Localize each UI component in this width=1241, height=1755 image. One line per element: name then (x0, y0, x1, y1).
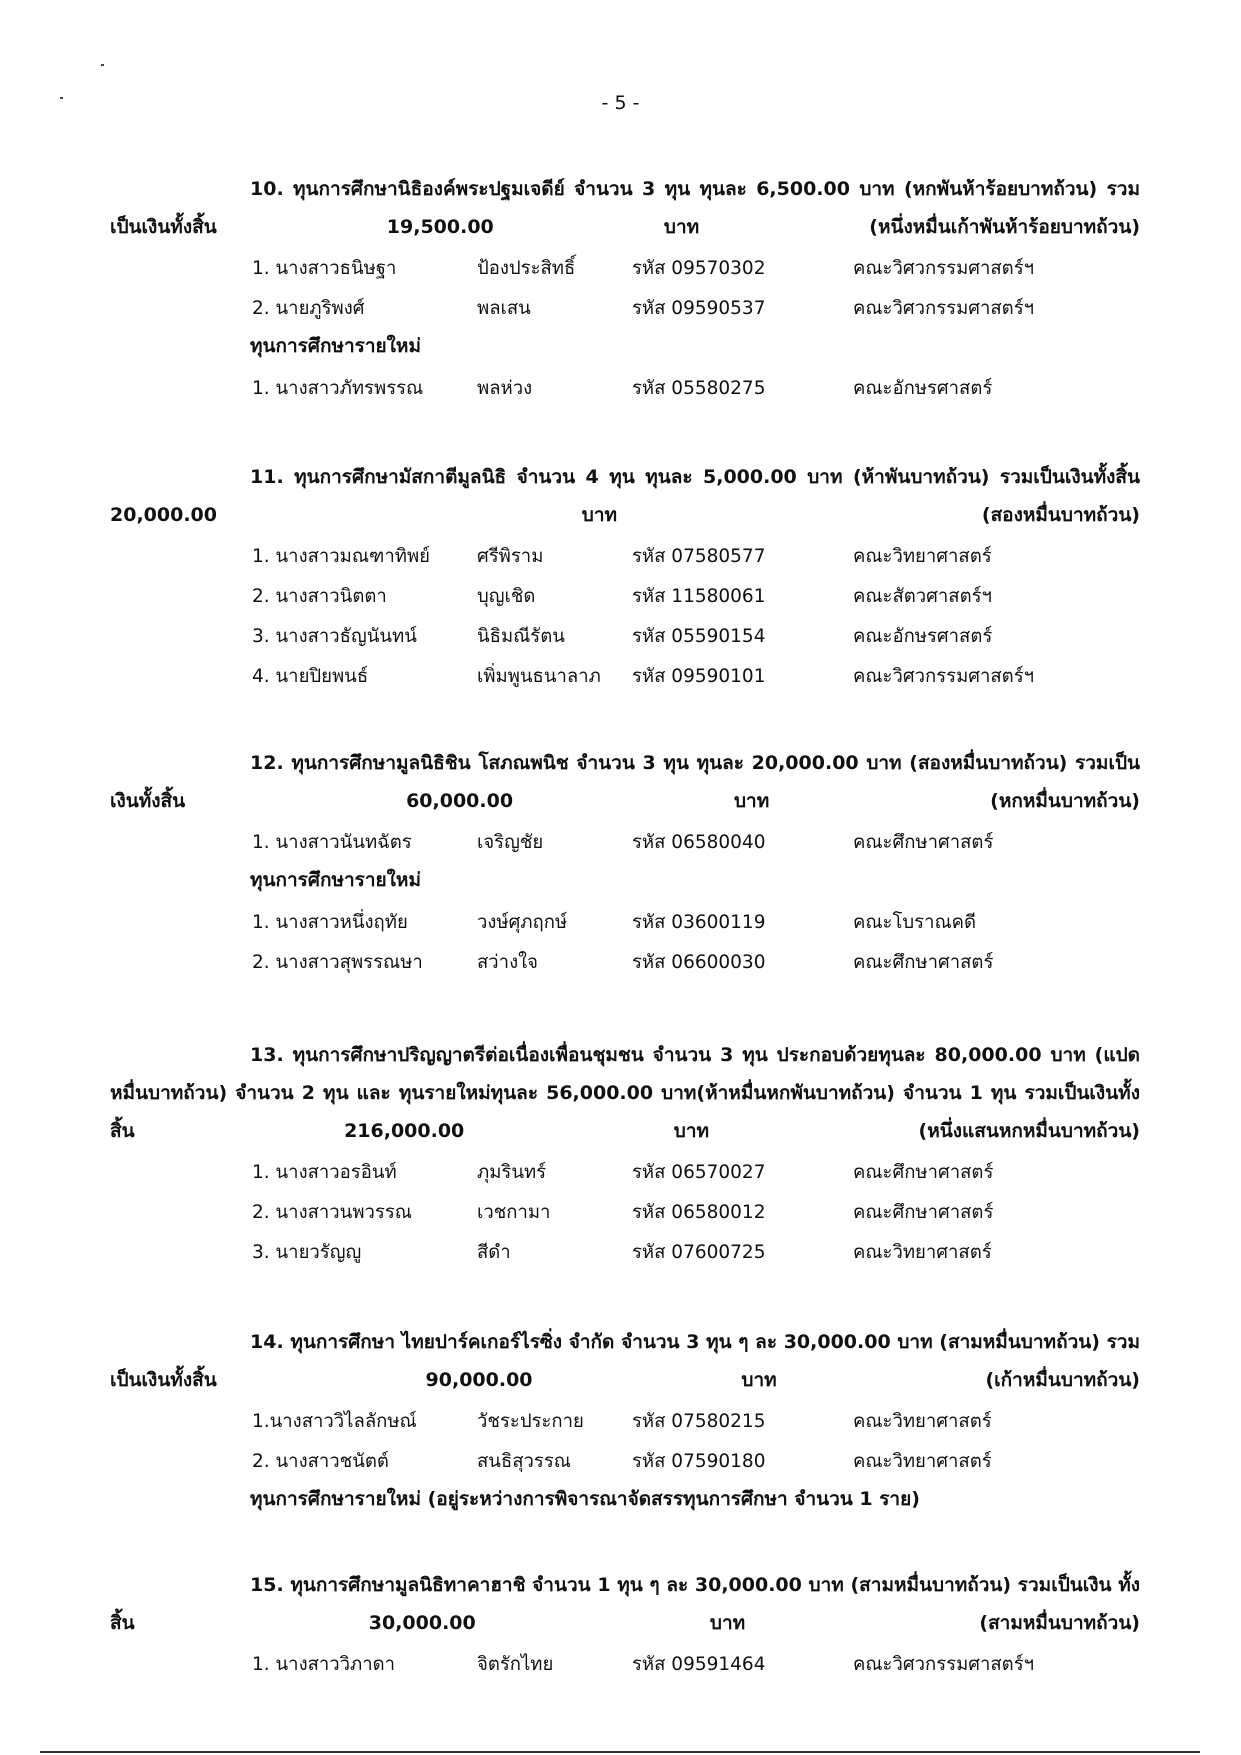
student-row (110, 940, 1140, 980)
student-surname: เวชกามา (477, 1202, 551, 1223)
student-code: รหัส 05590154 (632, 626, 766, 647)
scholarship-section-15 (110, 1566, 1140, 1682)
student-name: 1. นางสาวนันทฉัตร (252, 832, 412, 853)
student-name: 2. นางสาวนิตตา (252, 586, 387, 607)
student-faculty: คณะวิทยาศาสตร์ (853, 1451, 992, 1472)
new-scholarship-label: ทุนการศึกษารายใหม่ (250, 869, 421, 891)
student-name: 1. นางสาวอรอินท์ (252, 1162, 397, 1183)
student-faculty: คณะอักษรศาสตร์ (853, 378, 993, 399)
student-code: รหัส 06600030 (632, 952, 766, 973)
section-heading: 13. ทุนการศึกษาปริญญาตรีต่อเนื่องเพื่อนชุมชน จำนวน 3 ทุน ประกอบด้วยทุนละ 80,000.00 บาท (แปดหมื่นบาทถ้วน) จำนวน 2 ทุน และ ทุนรายใหม่ทุนละ 56,000.00 บาท(ห้าหมื่นหกพันบาทถ้วน) จำนวน 1 ทุน รวมเป็นเงินทั้งสิ้น 216,000.00 บาท (หนึ่งแสนหกหมื่นบาทถ้วน) (110, 1044, 1140, 1142)
student-code: รหัส 09591464 (632, 1654, 766, 1675)
student-row (110, 900, 1140, 940)
section-heading: 14. ทุนการศึกษา ไทยปาร์คเกอร์ไรซิ่ง จำกัด จำนวน 3 ทุน ๆ ละ 30,000.00 บาท (สามหมื่นบาทถ้วน) รวมเป็นเงินทั้งสิ้น 90,000.00 บาท (เก้าหมื่นบาทถ้วน) (110, 1331, 1140, 1391)
student-name: 1. นางสาววิภาดา (252, 1654, 396, 1675)
student-name: 1. นางสาวหนึ่งฤทัย (252, 912, 408, 933)
student-name: 1. นางสาวภัทรพรรณ (252, 378, 424, 399)
section-heading: 10. ทุนการศึกษานิธิองค์พระปฐมเจดีย์ จำนวน 3 ทุน ทุนละ 6,500.00 บาท (หกพันห้าร้อยบาทถ้วน) รวมเป็นเงินทั้งสิ้น 19,500.00 บาท (หนึ่งหมื่นเก้าพันห้าร้อยบาทถ้วน) (110, 178, 1140, 238)
student-surname: ศรีพิราม (477, 546, 544, 567)
student-surname: ป้องประสิทธิ์ (477, 258, 576, 279)
student-faculty: คณะศึกษาศาสตร์ (853, 832, 994, 853)
student-surname: จิตรักไทย (477, 1654, 554, 1675)
student-row (110, 820, 1140, 860)
student-surname: พลเสน (477, 298, 531, 319)
student-name: 2. นายภูริพงศ์ (252, 298, 365, 319)
section-heading: 15. ทุนการศึกษามูลนิธิทาคาฮาชิ จำนวน 1 ทุน ๆ ละ 30,000.00 บาท (สามหมื่นบาทถ้วน) รวมเป็นเงิน ทั้งสิ้น 30,000.00 บาท (สามหมื่นบาทถ้วน) (110, 1574, 1140, 1634)
student-code: รหัส 09590537 (632, 298, 766, 319)
new-scholarship-label: ทุนการศึกษารายใหม่ (อยู่ระหว่างการพิจารณาจัดสรรทุนการศึกษา จำนวน 1 ราย) (250, 1488, 920, 1510)
student-faculty: คณะวิศวกรรมศาสตร์ฯ (853, 298, 1035, 319)
student-row (110, 286, 1140, 326)
scholarship-section-12 (110, 744, 1140, 980)
student-name: 1. นางสาวมณฑาทิพย์ (252, 546, 430, 567)
student-code: รหัส 05580275 (632, 378, 766, 399)
student-faculty: คณะศึกษาศาสตร์ (853, 1162, 994, 1183)
student-faculty: คณะศึกษาศาสตร์ (853, 1202, 994, 1223)
student-row (110, 1399, 1140, 1439)
student-code: รหัส 09590101 (632, 666, 766, 687)
section-heading: 12. ทุนการศึกษามูลนิธิชิน โสภณพนิช จำนวน 3 ทุน ทุนละ 20,000.00 บาท (สองหมื่นบาทถ้วน) รวมเป็นเงินทั้งสิ้น 60,000.00 บาท (หกหมื่นบาทถ้วน) (110, 752, 1140, 812)
student-name: 2. นางสาวนพวรรณ (252, 1202, 412, 1223)
student-row (110, 1642, 1140, 1682)
student-faculty: คณะโบราณคดี (853, 912, 977, 933)
student-row (110, 246, 1140, 286)
student-faculty: คณะวิทยาศาสตร์ (853, 546, 992, 567)
student-code: รหัส 11580061 (632, 586, 766, 607)
student-faculty: คณะวิศวกรรมศาสตร์ฯ (853, 666, 1035, 687)
student-surname: วัชระประกาย (477, 1411, 584, 1432)
student-faculty: คณะวิศวกรรมศาสตร์ฯ (853, 1654, 1035, 1675)
footer-rule (40, 1751, 1200, 1753)
student-surname: เจริญชัย (477, 832, 544, 853)
student-surname: สีดำ (477, 1242, 511, 1263)
student-code: รหัส 07590180 (632, 1451, 766, 1472)
scholarship-section-11 (110, 458, 1140, 694)
student-surname: สนธิสุวรรณ (477, 1451, 571, 1472)
student-row (110, 1190, 1140, 1230)
student-surname: บุญเชิด (477, 586, 536, 607)
student-name: 1. นางสาวธนิษฐา (252, 258, 397, 279)
student-row (110, 1230, 1140, 1270)
student-surname: นิธิมณีรัตน (477, 626, 565, 647)
student-code: รหัส 03600119 (632, 912, 766, 933)
new-scholarship-label: ทุนการศึกษารายใหม่ (250, 335, 421, 357)
page-number: - 5 - (601, 92, 640, 114)
student-faculty: คณะวิศวกรรมศาสตร์ฯ (853, 258, 1035, 279)
student-surname: วงษ์ศุภฤกษ์ (477, 912, 568, 933)
student-row (110, 1439, 1140, 1479)
student-name: 3. นายวรัญญู (252, 1242, 362, 1263)
student-faculty: คณะวิทยาศาสตร์ (853, 1411, 992, 1432)
student-code: รหัส 06580012 (632, 1202, 766, 1223)
student-faculty: คณะศึกษาศาสตร์ (853, 952, 994, 973)
student-code: รหัส 06570027 (632, 1162, 766, 1183)
student-surname: ภุมรินทร์ (477, 1162, 547, 1183)
student-row (110, 366, 1140, 406)
student-row (110, 614, 1140, 654)
student-name: 2. นางสาวสุพรรณษา (252, 952, 423, 973)
student-code: รหัส 07600725 (632, 1242, 766, 1263)
student-surname: สว่างใจ (477, 952, 538, 973)
scholarship-section-10 (110, 170, 1140, 406)
scholarship-section-14 (110, 1323, 1140, 1519)
student-code: รหัส 06580040 (632, 832, 766, 853)
student-row (110, 654, 1140, 694)
student-row (110, 534, 1140, 574)
student-row (110, 574, 1140, 614)
student-name: 2. นางสาวชนัตต์ (252, 1451, 389, 1472)
section-heading: 11. ทุนการศึกษามัสกาตีมูลนิธิ จำนวน 4 ทุน ทุนละ 5,000.00 บาท (ห้าพันบาทถ้วน) รวมเป็นเงินทั้งสิ้น 20,000.00 บาท (สองหมื่นบาทถ้วน) (110, 466, 1140, 526)
scan-speck (101, 64, 104, 66)
student-code: รหัส 07580215 (632, 1411, 766, 1432)
student-faculty: คณะอักษรศาสตร์ (853, 626, 993, 647)
student-list (110, 246, 1140, 326)
student-row (110, 1150, 1140, 1190)
student-name: 4. นายปิยพนธ์ (252, 666, 369, 687)
student-surname: เพิ่มพูนธนาลาภ (477, 666, 601, 687)
student-code: รหัส 09570302 (632, 258, 766, 279)
student-faculty: คณะสัตวศาสตร์ฯ (853, 586, 992, 607)
student-surname: พลห่วง (477, 378, 533, 399)
scholarship-section-13 (110, 1036, 1140, 1270)
student-name: 3. นางสาวธัญนันทน์ (252, 626, 417, 647)
student-code: รหัส 07580577 (632, 546, 766, 567)
student-name: 1.นางสาววิไลลักษณ์ (252, 1411, 417, 1432)
student-faculty: คณะวิทยาศาสตร์ (853, 1242, 992, 1263)
